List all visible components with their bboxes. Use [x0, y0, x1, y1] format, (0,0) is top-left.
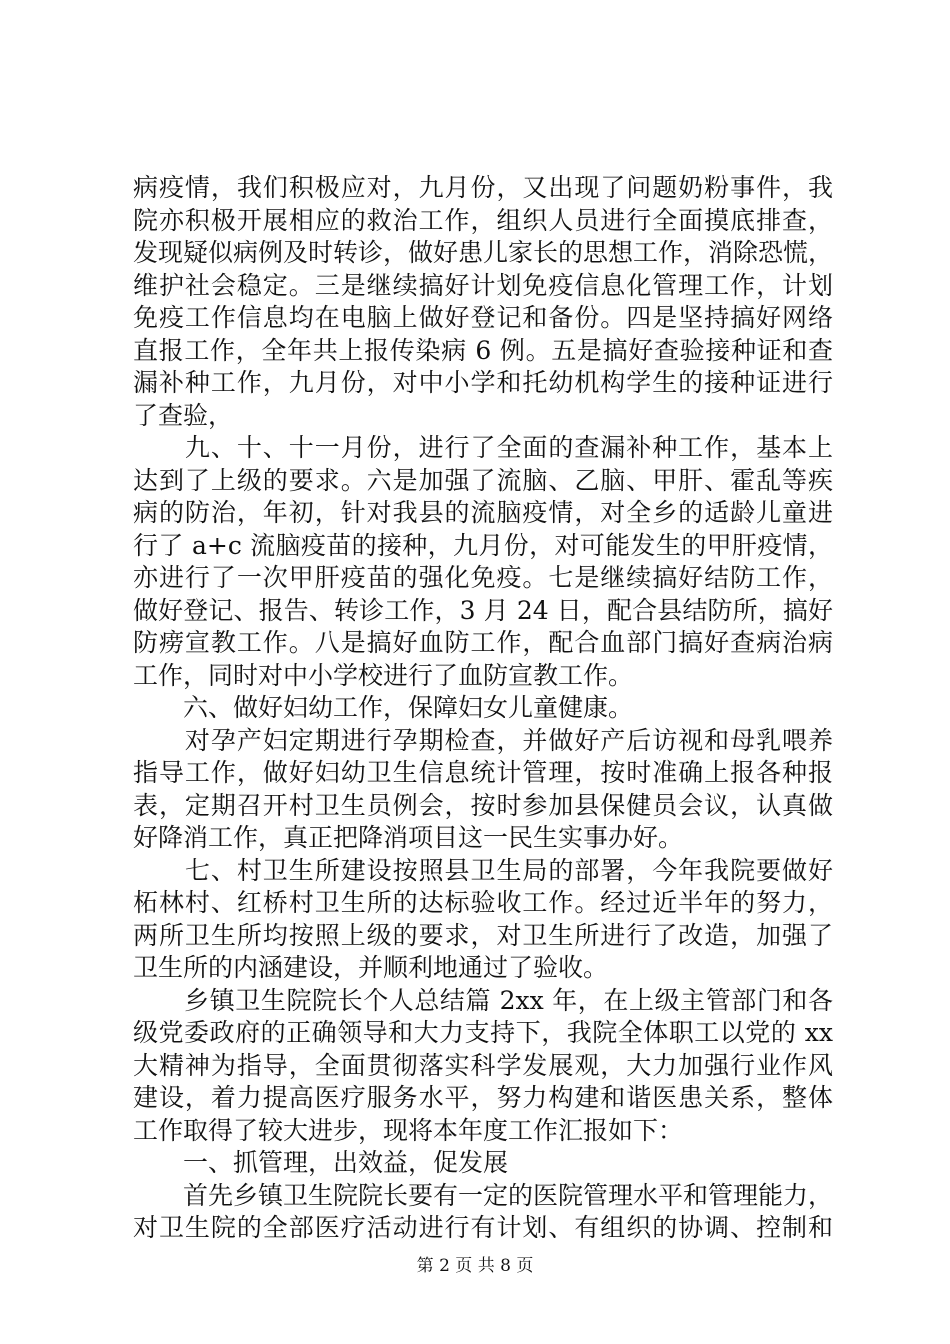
page-footer: 第 2 页 共 8 页 — [416, 1256, 534, 1276]
text-line: 做好登记、报告、转诊工作，3 月 24 日，配合县结防所，搞好 — [133, 595, 833, 625]
text-line: 病的防治，年初，针对我县的流脑疫情，对全乡的适龄儿童进 — [133, 498, 833, 527]
text-line: 七、村卫生所建设按照县卫生局的部署，今年我院要做好 — [133, 855, 833, 885]
text-line: 亦进行了一次甲肝疫苗的强化免疫。七是继续搞好结防工作， — [133, 563, 833, 592]
text-line: 发现疑似病例及时转诊，做好患儿家长的思想工作，消除恐慌， — [133, 238, 833, 267]
text-line: 好降消工作，真正把降消项目这一民生实事办好。 — [133, 823, 684, 852]
document-body — [133, 172, 833, 1245]
text-line: 直报工作，全年共上报传染病 6 例。五是搞好查验接种证和查 — [133, 335, 833, 365]
text-line: 工作取得了较大进步，现将本年度工作汇报如下： — [133, 1115, 684, 1145]
text-line: 乡镇卫生院院长个人总结篇 2xx 年，在上级主管部门和各 — [133, 985, 833, 1015]
text-line: 了查验， — [133, 400, 234, 430]
text-line: 漏补种工作，九月份，对中小学和托幼机构学生的接种证进行 — [133, 368, 833, 397]
section-heading: 一、抓管理，出效益，促发展 — [133, 1148, 509, 1177]
text-line: 病疫情，我们积极应对，九月份，又出现了问题奶粉事件，我 — [133, 173, 833, 202]
text-line: 首先乡镇卫生院院长要有一定的医院管理水平和管理能力， — [133, 1180, 833, 1210]
text-line: 指导工作，做好妇幼卫生信息统计管理，按时准确上报各种报 — [133, 758, 833, 787]
text-line: 对卫生院的全部医疗活动进行有计划、有组织的协调、控制和 — [133, 1213, 833, 1242]
text-line: 维护社会稳定。三是继续搞好计划免疫信息化管理工作，计划 — [133, 270, 833, 300]
text-line: 行了 a+c 流脑疫苗的接种，九月份，对可能发生的甲肝疫情， — [133, 530, 833, 560]
text-line: 大精神为指导，全面贯彻落实科学发展观，大力加强行业作风 — [133, 1050, 833, 1080]
text-line: 免疫工作信息均在电脑上做好登记和备份。四是坚持搞好网络 — [133, 303, 833, 332]
text-line: 对孕产妇定期进行孕期检查，并做好产后访视和母乳喂养 — [133, 725, 833, 755]
text-line: 建设，着力提高医疗服务水平，努力构建和谐医患关系，整体 — [133, 1083, 833, 1112]
text-line: 卫生所的内涵建设，并顺利地通过了验收。 — [133, 953, 609, 982]
text-line: 柘林村、红桥村卫生所的达标验收工作。经过近半年的努力， — [133, 888, 833, 917]
text-line: 防痨宣教工作。八是搞好血防工作，配合血部门搞好查病治病 — [133, 628, 833, 657]
section-heading: 六、做好妇幼工作，保障妇女儿童健康。 — [133, 693, 634, 722]
text-line: 达到了上级的要求。六是加强了流脑、乙脑、甲肝、霍乱等疾 — [133, 465, 833, 495]
text-line: 级党委政府的正确领导和大力支持下，我院全体职工以党的 xx — [133, 1018, 833, 1047]
text-line: 院亦积极开展相应的救治工作，组织人员进行全面摸底排查， — [133, 205, 833, 235]
text-line: 九、十、十一月份，进行了全面的查漏补种工作，基本上 — [133, 433, 833, 462]
text-line: 两所卫生所均按照上级的要求，对卫生所进行了改造，加强了 — [133, 920, 833, 950]
text-line: 工作，同时对中小学校进行了血防宣教工作。 — [133, 660, 634, 690]
text-line: 表，定期召开村卫生员例会，按时参加县保健员会议，认真做 — [133, 790, 833, 820]
